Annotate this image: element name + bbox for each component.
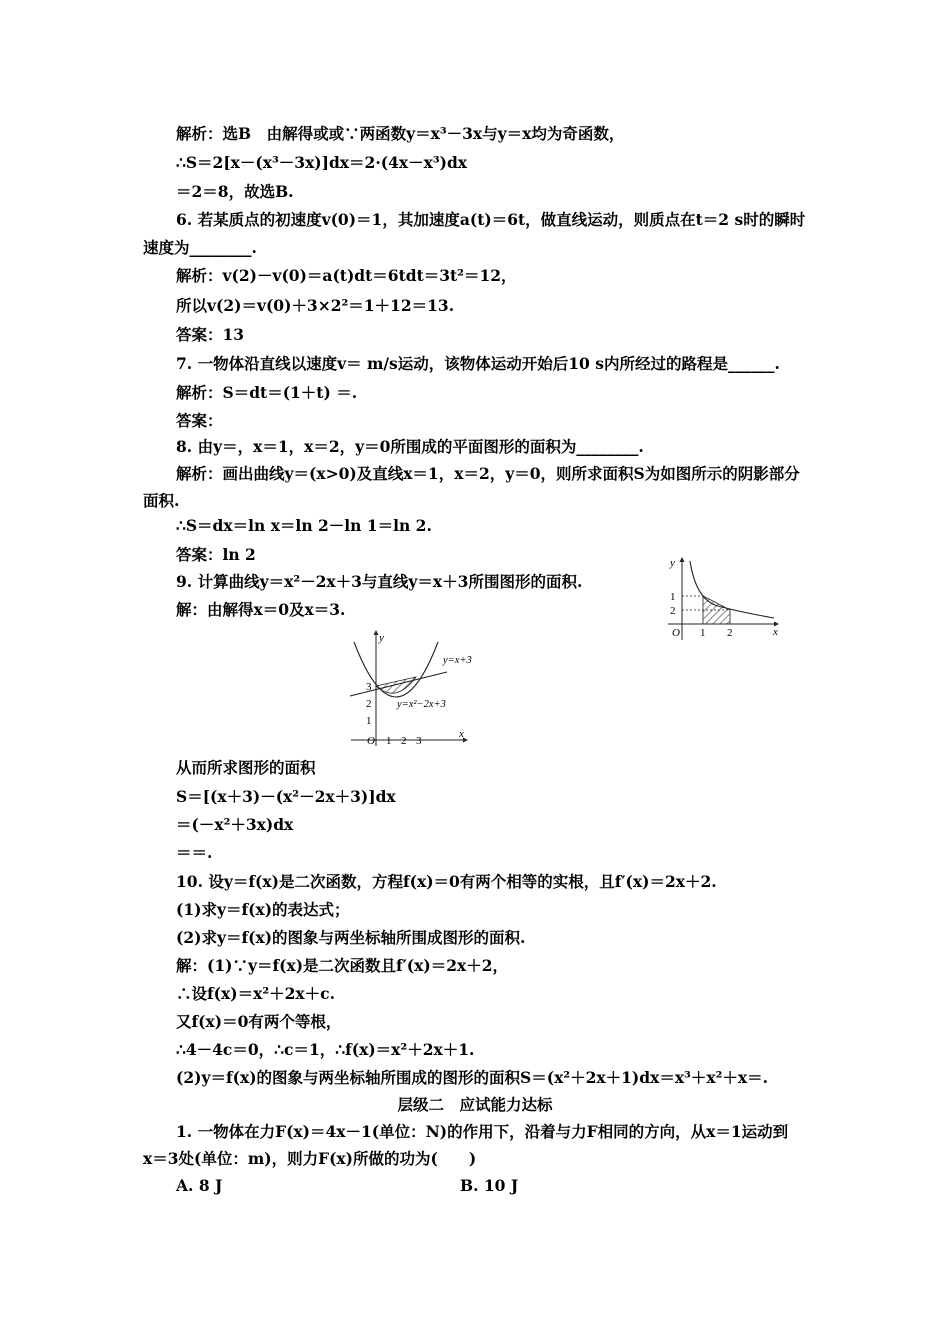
y-tick-1: 1: [366, 715, 372, 727]
y-tick-1: 1: [670, 591, 676, 603]
q8-solution-1: 解析：画出曲线y＝(x>0)及直线x＝1，x＝2，y＝0，则所求面积S为如图所示的阴影部分: [176, 464, 800, 483]
x-tick-3: 3: [416, 735, 422, 747]
text-line-1: 解析：选B 由解得或或∵两函数y＝x³－3x与y＝x均为奇函数，: [176, 124, 625, 143]
q7-solution: 解析：S＝dt＝(1＋t) ＝.: [176, 383, 358, 402]
q8-answer: 答案：ln 2: [176, 545, 256, 564]
q8-solution-1-cont: 面积.: [143, 491, 180, 510]
q10-part-2: (2)求y＝f(x)的图象与两坐标轴所围成图形的面积.: [176, 928, 526, 947]
hyperbola-area-figure: [660, 556, 780, 642]
section-heading: 层级二 应试能力达标: [397, 1095, 553, 1114]
q10-solution-1: 解：(1)∵y＝f(x)是二次函数且f′(x)＝2x＋2，: [176, 956, 509, 975]
x-tick-1: 1: [700, 627, 706, 639]
q8-solution-2: ∴S＝dx＝ln x＝ln 2－ln 1＝ln 2.: [176, 516, 432, 535]
q10-solution-2: ∴设f(x)＝x²＋2x＋c.: [176, 984, 335, 1003]
q10-solution-3: 又f(x)＝0有两个等根，: [176, 1012, 342, 1031]
q10-solution-4: ∴4－4c＝0，∴c＝1，∴f(x)＝x²＋2x＋1.: [176, 1040, 475, 1059]
x-tick-2: 2: [727, 627, 733, 639]
question-6: 6. 若某质点的初速度v(0)＝1，其加速度a(t)＝6t，做直线运动，则质点在t＝2 s时的瞬时: [176, 210, 806, 229]
x-axis-label: x: [773, 626, 778, 638]
q6-solution-1: 解析：v(2)－v(0)＝a(t)dt＝6tdt＝3t²＝12，: [176, 266, 517, 285]
x-tick-1: 1: [386, 735, 392, 747]
option-b: B. 10 J: [460, 1176, 519, 1195]
origin-label: O: [672, 627, 680, 639]
y-axis-arrow: [680, 557, 685, 562]
y-tick-2: 2: [366, 698, 372, 710]
y-tick-3: 3: [366, 681, 372, 693]
q10-solution-5: (2)y＝f(x)的图象与两坐标轴所围成的图形的面积S＝(x²＋2x＋1)dx＝x³＋x²＋x＝.: [176, 1068, 769, 1087]
line-label: y=x+3: [443, 655, 472, 666]
q9-solution-1: 解：由解得x＝0及x＝3.: [176, 600, 346, 619]
curve-label: y=x²−2x+3: [397, 699, 446, 710]
text-line-2: ∴S＝2[x－(x³－3x)]dx＝2·(4x－x³)dx: [176, 153, 468, 172]
q6-answer: 答案：13: [176, 325, 245, 344]
y-tick-2: 2: [670, 605, 676, 617]
question-10: 10. 设y＝f(x)是二次函数，方程f(x)＝0有两个相等的实根，且f′(x)＝2x＋2.: [176, 872, 717, 891]
parabola-line-figure: [345, 627, 485, 749]
q9-solution-4: ＝(－x²＋3x)dx: [176, 815, 294, 834]
y-axis-label: y: [379, 632, 384, 644]
hyperbola-curve: [690, 561, 774, 618]
level2-question-1: 1. 一物体在力F(x)＝4x－1(单位：N)的作用下，沿着与力F相同的方向，从x＝1运动到: [176, 1122, 789, 1141]
level2-question-1-cont: x＝3处(单位：m)，则力F(x)所做的功为( ): [143, 1149, 477, 1168]
q9-solution-2: 从而所求图形的面积: [176, 758, 316, 777]
q7-answer: 答案：: [176, 411, 223, 430]
y-axis-arrow: [374, 630, 379, 635]
q9-solution-5: ＝＝.: [176, 843, 213, 862]
q6-solution-2: 所以v(2)＝v(0)＋3×2²＝1＋12＝13.: [176, 296, 455, 315]
y-axis-label: y: [670, 557, 675, 569]
question-9: 9. 计算曲线y＝x²－2x＋3与直线y＝x＋3所围图形的面积.: [176, 572, 583, 591]
question-6-cont: 速度为________.: [143, 238, 257, 257]
x-tick-2: 2: [401, 735, 407, 747]
q10-part-1: (1)求y＝f(x)的表达式；: [176, 900, 350, 919]
q9-solution-3: S＝[(x＋3)－(x²－2x＋3)]dx: [176, 787, 396, 806]
option-a: A. 8 J: [176, 1176, 223, 1195]
question-7: 7. 一物体沿直线以速度v＝ m/s运动，该物体运动开始后10 s内所经过的路程是______.: [176, 354, 780, 373]
x-axis-label: x: [459, 728, 464, 740]
origin-label: O: [367, 735, 375, 747]
question-8: 8. 由y＝，x＝1，x＝2，y＝0所围成的平面图形的面积为________.: [176, 437, 644, 456]
text-line-3: ＝2＝8，故选B.: [176, 182, 294, 201]
